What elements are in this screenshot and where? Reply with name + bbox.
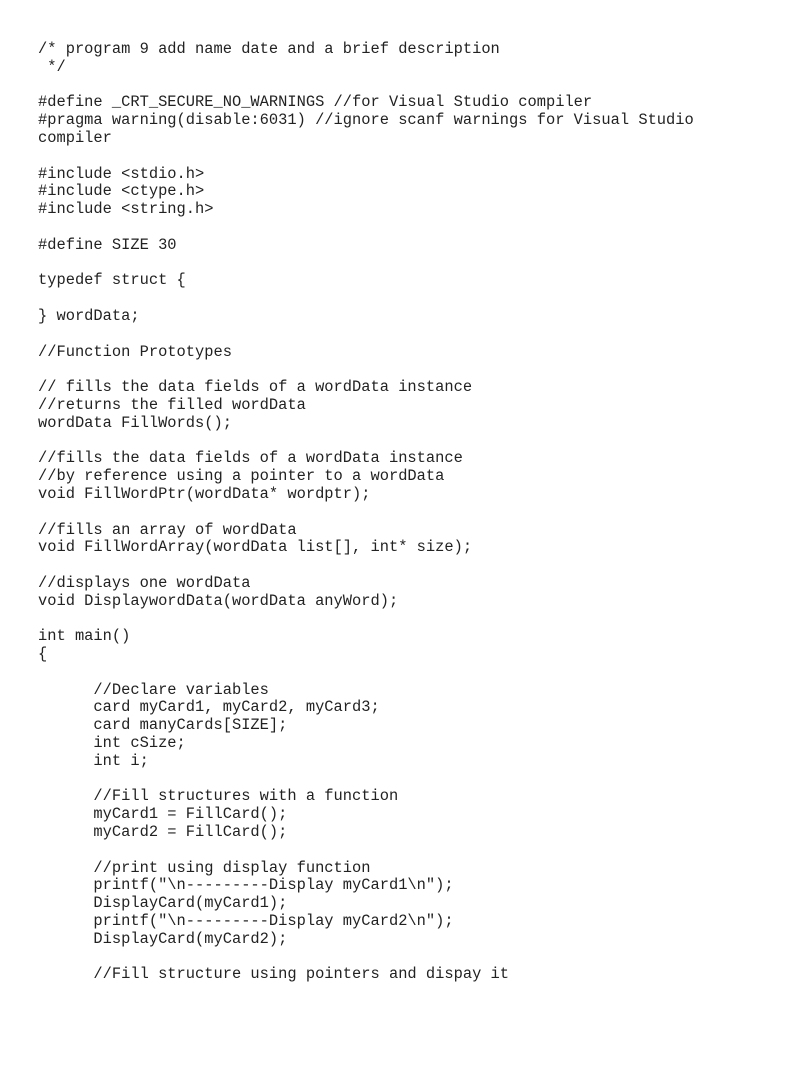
code-line: wordData FillWords(); — [38, 413, 232, 432]
code-line: #pragma warning(disable:6031) //ignore scanf warnings for Visual Studio — [38, 111, 694, 130]
code-line: compiler — [38, 128, 112, 147]
code-line: DisplayCard(myCard2); — [38, 929, 288, 948]
code-line: int cSize; — [38, 734, 186, 753]
blank-line — [38, 326, 778, 344]
blank-line — [38, 611, 778, 629]
blank-line — [38, 664, 778, 682]
code-line: /* program 9 add name date and a brief description — [38, 40, 500, 58]
code-line: void FillWordPtr(wordData* wordptr); — [38, 484, 371, 503]
blank-line — [38, 771, 778, 789]
blank-line — [38, 290, 778, 308]
code-line: } wordData; — [38, 306, 140, 325]
blank-line — [38, 255, 778, 273]
code-line: //Declare variables — [38, 680, 269, 699]
code-line: DisplayCard(myCard1); — [38, 894, 288, 913]
code-line: #define _CRT_SECURE_NO_WARNINGS //for Visual Studio compiler — [38, 93, 593, 112]
code-line: myCard2 = FillCard(); — [38, 823, 288, 842]
code-line: //Function Prototypes — [38, 342, 232, 361]
code-line: //Fill structures with a function — [38, 787, 399, 806]
code-line: //returns the filled wordData — [38, 395, 306, 414]
code-line: card myCard1, myCard2, myCard3; — [38, 698, 380, 717]
blank-line — [38, 361, 778, 379]
code-line: //print using display function — [38, 858, 371, 877]
code-line: printf("\n---------Display myCard2\n"); — [38, 912, 454, 931]
code-line: int i; — [38, 751, 149, 770]
blank-line — [38, 148, 778, 166]
code-line: void FillWordArray(wordData list[], int* size); — [38, 538, 473, 557]
code-line: { — [38, 645, 48, 664]
code-line: // fills the data fields of a wordData instance — [38, 378, 473, 397]
blank-line — [38, 433, 778, 451]
code-line: //by reference using a pointer to a wordData — [38, 467, 445, 486]
code-line: myCard1 = FillCard(); — [38, 805, 288, 824]
code-line: card manyCards[SIZE]; — [38, 716, 288, 735]
blank-line — [38, 842, 778, 860]
code-line: void DisplaywordData(wordData anyWord); — [38, 591, 399, 610]
blank-line — [38, 504, 778, 522]
code-line: #include <stdio.h> — [38, 164, 205, 183]
code-line: //fills an array of wordData — [38, 520, 297, 539]
code-line: */ — [38, 57, 66, 76]
blank-line — [38, 219, 778, 237]
code-line: #define SIZE 30 — [38, 235, 177, 254]
blank-line — [38, 557, 778, 575]
blank-line — [38, 949, 778, 967]
blank-line — [38, 77, 778, 95]
code-line: printf("\n---------Display myCard1\n"); — [38, 876, 454, 895]
code-document — [38, 41, 778, 984]
code-line: //Fill structure using pointers and dispay it — [38, 965, 510, 984]
code-line: //fills the data fields of a wordData instance — [38, 449, 463, 468]
code-line: #include <string.h> — [38, 200, 214, 219]
code-line: #include <ctype.h> — [38, 182, 205, 201]
code-line: int main() — [38, 627, 131, 646]
code-line: typedef struct { — [38, 271, 186, 290]
code-line: //displays one wordData — [38, 573, 251, 592]
